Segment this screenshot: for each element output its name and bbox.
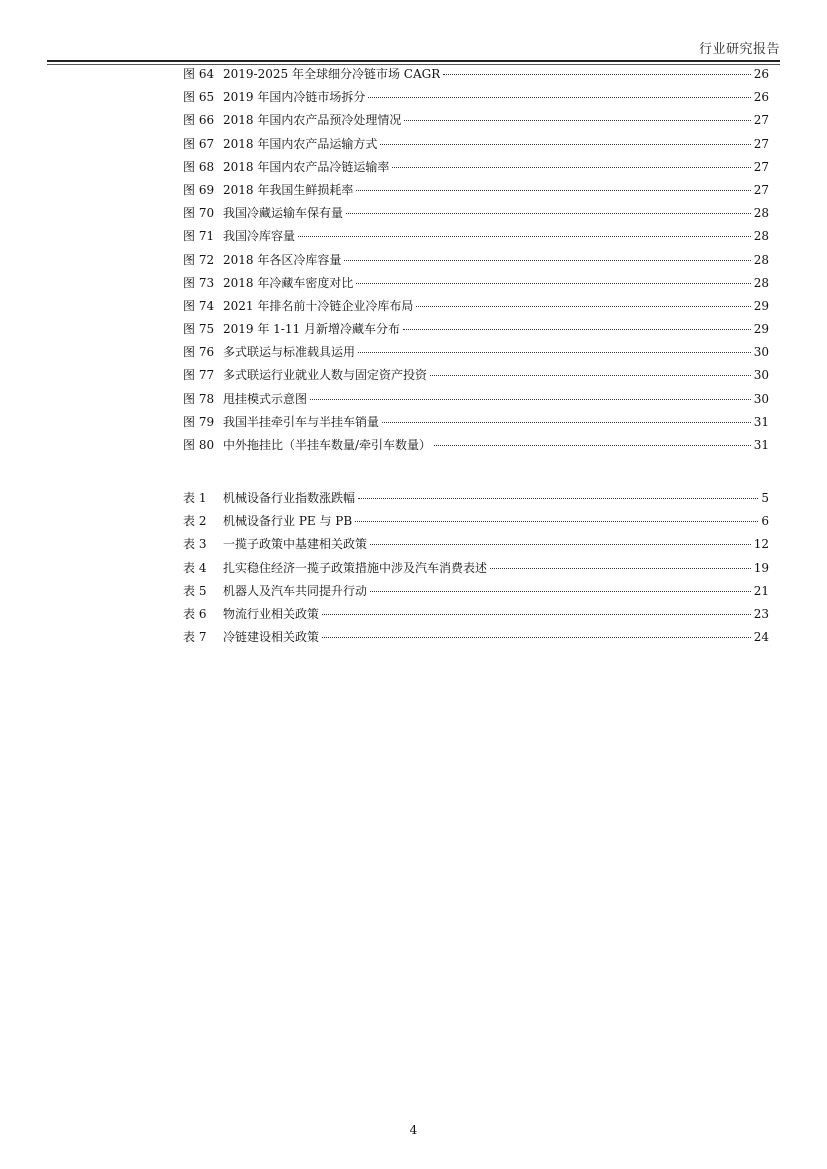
dot-leader: [356, 189, 750, 191]
toc-figure-entry-page: 28: [753, 229, 769, 244]
toc-figure-entry[interactable]: [183, 202, 769, 225]
toc-figure-entry-title: 我国冷藏运输车保有量: [223, 206, 344, 221]
toc-table-entry-page: 19: [753, 560, 769, 575]
toc-table-entry-page: 24: [753, 630, 769, 645]
toc-table-entry-number: 表 4: [183, 560, 207, 575]
dot-leader: [370, 543, 751, 545]
toc-table-entry-title: 扎实稳住经济一揽子政策措施中涉及汽车消费表述: [223, 560, 488, 575]
toc-figure-entry[interactable]: [183, 318, 769, 341]
toc-table-entry-title: 物流行业相关政策: [223, 606, 320, 621]
toc-table-entry-title: 机械设备行业 PE 与 PB: [223, 514, 353, 529]
toc-figure-entry-number: 图 79: [183, 414, 215, 429]
toc-table-entry-title: 机器人及汽车共同提升行动: [223, 583, 368, 598]
toc-figure-entry-number: 图 69: [183, 182, 215, 197]
toc-table-entry-page: 12: [753, 537, 769, 552]
toc-figure-entry-page: 26: [753, 67, 769, 81]
toc-figure-entry[interactable]: [183, 434, 769, 457]
toc-figure-entry-title: 中外拖挂比（半挂车数量/牵引车数量）: [223, 438, 432, 452]
toc-figure-entry-number: 图 74: [183, 298, 215, 313]
toc-figure-entry[interactable]: [183, 156, 769, 179]
table-list: [183, 487, 769, 649]
toc-figure-entry-number: 图 68: [183, 159, 215, 174]
dot-leader: [298, 235, 751, 237]
toc-figure-entry[interactable]: [183, 272, 769, 295]
toc-figure-entry-number: 图 76: [183, 345, 215, 360]
toc-figure-entry-number: 图 77: [183, 368, 215, 383]
toc-figure-entry-page: 27: [753, 182, 769, 197]
figure-list: [183, 63, 769, 457]
toc-table-entry-title: 冷链建设相关政策: [223, 630, 320, 645]
toc-table-entry-number: 表 2: [183, 514, 207, 529]
dot-leader: [403, 328, 751, 330]
toc-figure-entry[interactable]: [183, 364, 769, 387]
toc-figure-entry-number: 图 67: [183, 136, 215, 151]
toc-table-entry-number: 表 5: [183, 583, 207, 598]
dot-leader: [368, 96, 750, 98]
toc-table-entry-page: 23: [753, 606, 769, 621]
toc-figure-entry-page: 27: [753, 113, 769, 128]
dot-leader: [392, 166, 750, 168]
toc-figure-entry-page: 27: [753, 136, 769, 151]
dot-leader: [346, 212, 751, 214]
toc-table-entry-number: 表 7: [183, 630, 207, 645]
toc-figure-entry[interactable]: [183, 86, 769, 109]
toc-figure-entry-number: 图 75: [183, 322, 215, 337]
dot-leader: [490, 567, 751, 569]
toc-figure-entry-number: 图 66: [183, 113, 215, 128]
dot-leader: [344, 259, 750, 261]
toc-table-entry-title: 机械设备行业指数涨跌幅: [223, 491, 356, 505]
toc-figure-entry-number: 图 72: [183, 252, 215, 267]
toc-figure-entry-title: 甩挂模式示意图: [223, 391, 308, 406]
toc-figure-entry[interactable]: [183, 225, 769, 248]
toc-figure-entry-page: 28: [753, 206, 769, 221]
dot-leader: [416, 305, 750, 307]
toc-figure-entry-page: 30: [753, 368, 769, 383]
toc-table-entry[interactable]: [183, 580, 769, 603]
toc-figure-entry-title: 多式联运行业就业人数与固定资产投资: [223, 368, 428, 383]
toc-figure-entry-number: 图 78: [183, 391, 215, 406]
toc-table-entry[interactable]: [183, 533, 769, 556]
toc-figure-entry-page: 27: [753, 159, 769, 174]
dot-leader: [443, 73, 750, 75]
dot-leader: [370, 590, 751, 592]
toc-figure-entry-number: 图 80: [183, 438, 215, 452]
toc-figure-entry-page: 31: [753, 414, 769, 429]
dot-leader: [355, 520, 758, 522]
toc-figure-entry-title: 2018 年国内农产品预冷处理情况: [223, 113, 402, 128]
toc-figure-entry-page: 28: [753, 252, 769, 267]
dot-leader: [430, 374, 751, 376]
toc-figure-entry-number: 图 73: [183, 275, 215, 290]
toc-figure-entry-page: 30: [753, 345, 769, 360]
toc-table-entry[interactable]: [183, 626, 769, 649]
toc-figure-entry-page: 26: [753, 90, 769, 105]
dot-leader: [380, 143, 750, 145]
toc-table-entry-title: 一揽子政策中基建相关政策: [223, 537, 368, 552]
toc-figure-entry-title: 2019 年 1-11 月新增冷藏车分布: [223, 322, 400, 337]
toc-figure-entry-number: 图 71: [183, 229, 215, 244]
report-header-title: 行业研究报告: [698, 42, 780, 57]
toc-figure-entry-title: 我国半挂牵引车与半挂车销量: [223, 414, 380, 429]
toc-figure-entry-page: 28: [753, 275, 769, 290]
toc-table-entry[interactable]: [183, 557, 769, 580]
page-number: 4: [409, 1123, 418, 1137]
dot-leader: [356, 282, 750, 284]
toc-table-entry-page: 21: [753, 583, 769, 598]
toc-figure-entry[interactable]: [183, 133, 769, 156]
dot-leader: [358, 497, 758, 499]
toc-figure-entry-number: 图 70: [183, 206, 215, 221]
toc-table-entry[interactable]: [183, 487, 769, 510]
toc-figure-entry-number: 图 64: [183, 67, 215, 81]
toc-figure-entry[interactable]: [183, 109, 769, 132]
toc-figure-entry[interactable]: [183, 249, 769, 272]
dot-leader: [310, 398, 751, 400]
toc-figure-entry-page: 29: [753, 298, 769, 313]
toc-table-entry[interactable]: [183, 603, 769, 626]
toc-table-entry[interactable]: [183, 510, 769, 533]
toc-figure-entry-page: 31: [753, 438, 769, 452]
toc-figure-entry-title: 多式联运与标准载具运用: [223, 345, 356, 360]
toc-figure-entry[interactable]: [183, 411, 769, 434]
toc-figure-entry-title: 2019 年国内冷链市场拆分: [223, 90, 366, 105]
toc-table-entry-page: 6: [761, 514, 769, 529]
toc-figure-entry[interactable]: [183, 388, 769, 411]
dot-leader: [434, 444, 751, 446]
toc-figure-entry-title: 2018 年国内农产品运输方式: [223, 136, 378, 151]
dot-leader: [382, 421, 751, 423]
dot-leader: [358, 351, 751, 353]
dot-leader: [404, 119, 750, 121]
toc-figure-entry[interactable]: [183, 63, 769, 86]
toc-figure-entry-title: 2019-2025 年全球细分冷链市场 CAGR: [223, 67, 441, 81]
toc-figure-entry-title: 2021 年排名前十冷链企业冷库布局: [223, 298, 414, 313]
toc-table-entry-number: 表 6: [183, 606, 207, 621]
toc-figure-entry[interactable]: [183, 295, 769, 318]
toc-figure-entry-page: 30: [753, 391, 769, 406]
toc-table-entry-number: 表 3: [183, 537, 207, 552]
toc-table-entry-number: 表 1: [183, 491, 207, 505]
header-divider-thick: [47, 60, 780, 62]
dot-leader: [322, 636, 751, 638]
toc-figure-entry-title: 我国冷库容量: [223, 229, 296, 244]
toc-figure-entry[interactable]: [183, 179, 769, 202]
toc-figure-entry[interactable]: [183, 341, 769, 364]
toc-table-entry-page: 5: [761, 491, 769, 505]
toc-figure-entry-title: 2018 年我国生鲜损耗率: [223, 182, 354, 197]
toc-figure-entry-title: 2018 年国内农产品冷链运输率: [223, 159, 390, 174]
toc-figure-entry-title: 2018 年各区冷库容量: [223, 252, 342, 267]
toc-figure-entry-number: 图 65: [183, 90, 215, 105]
dot-leader: [322, 613, 751, 615]
toc-figure-entry-page: 29: [753, 322, 769, 337]
toc-figure-entry-title: 2018 年冷藏车密度对比: [223, 275, 354, 290]
